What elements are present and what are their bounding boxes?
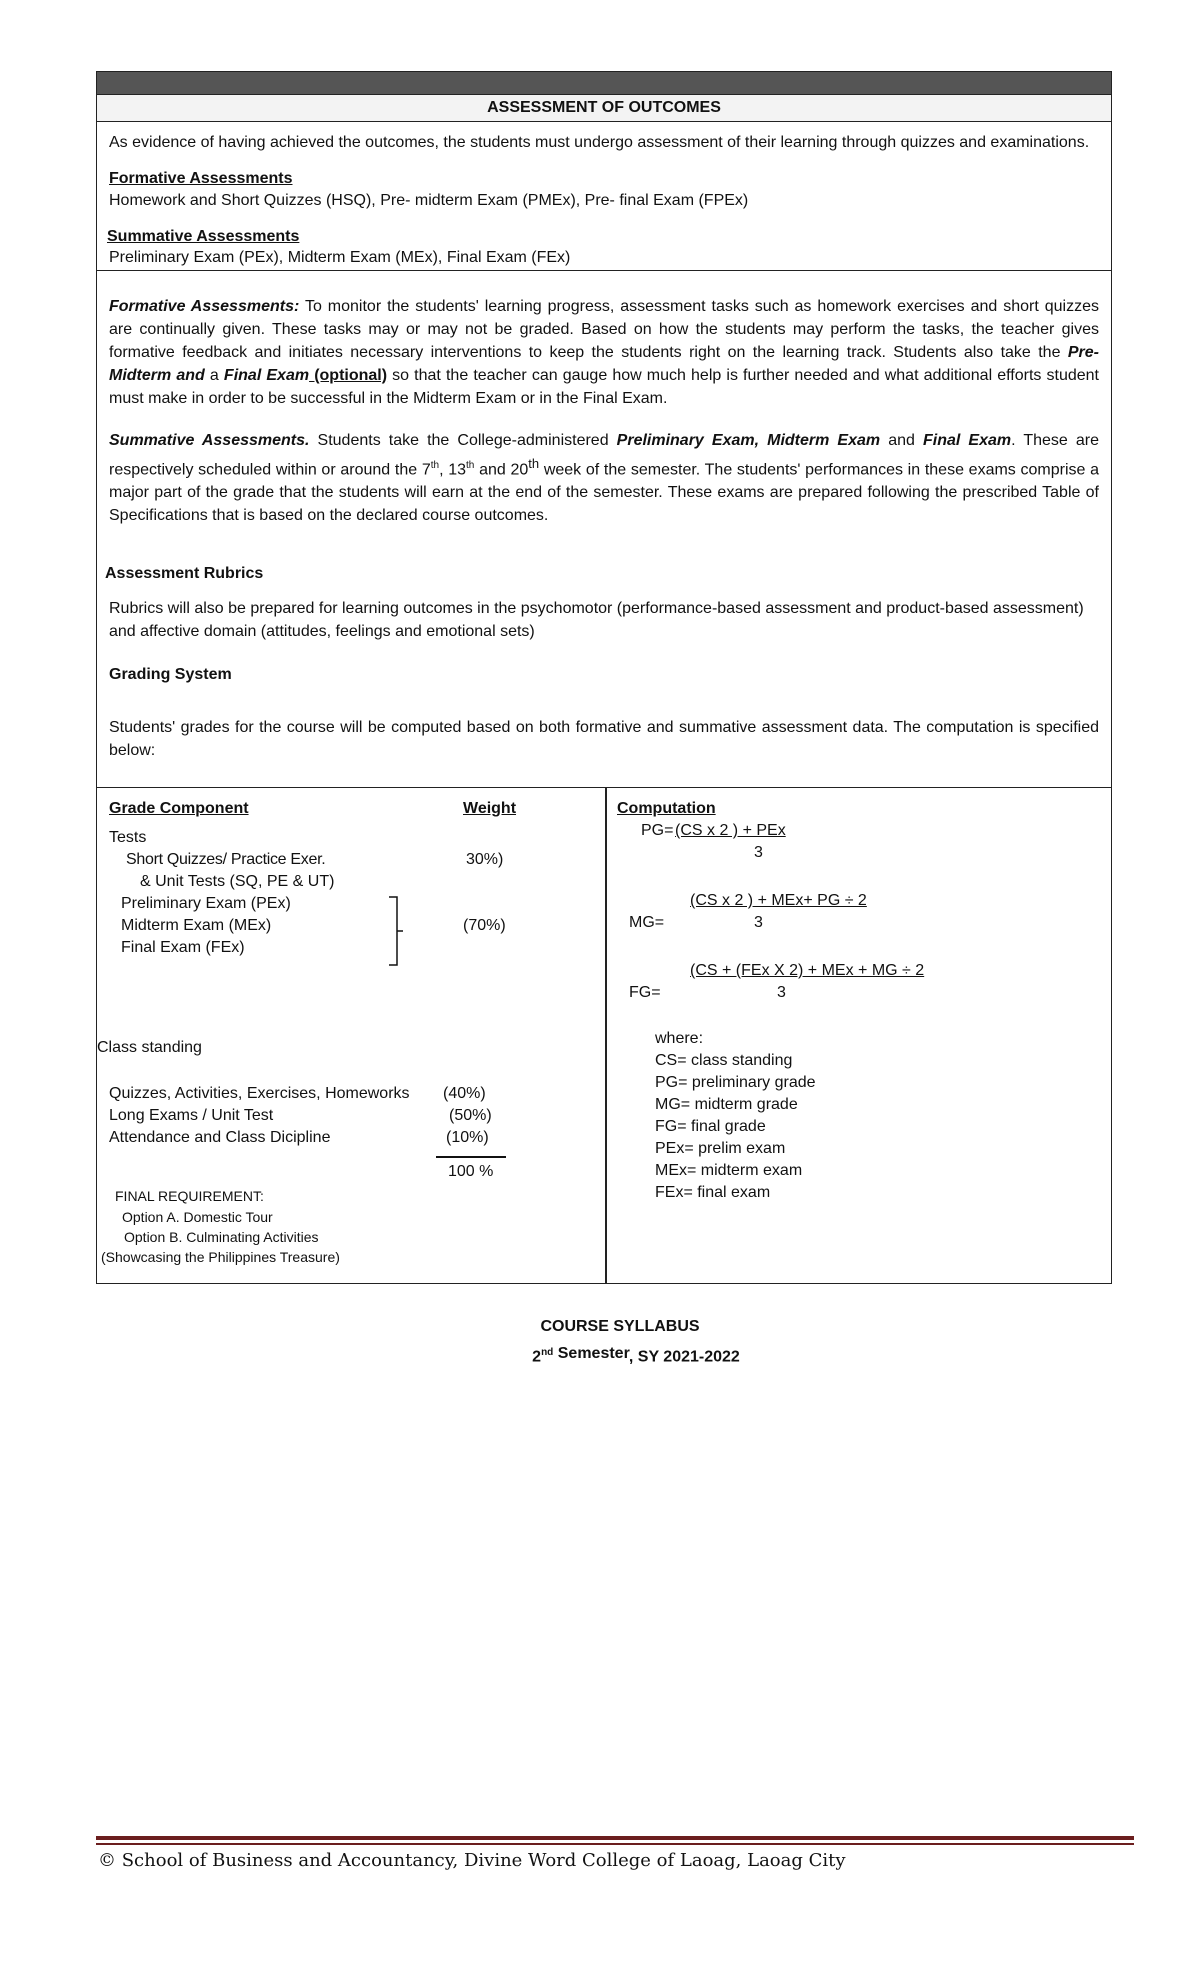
assessment-table — [96, 71, 1112, 1284]
legend-mex: MEx= midterm exam — [655, 1162, 803, 1179]
rubrics-heading: Assessment Rubrics — [105, 565, 264, 582]
mg-numerator: (CS x 2 ) + MEx+ PG ÷ 2 — [690, 892, 867, 909]
option-a: Option A. Domestic Tour — [122, 1209, 273, 1225]
total-weight: 100 % — [448, 1163, 494, 1180]
pg-denominator: 3 — [754, 844, 763, 861]
rubrics-text: Rubrics will also be prepared for learning outcomes in the psychomotor (performance-based assessment and product-based assessment) and affective domain (attitudes, feelings and emotional sets) — [109, 600, 1084, 640]
summative-text-6: week of the semester. The students' performances in these exams comprise a major part of the grade that the students will earn at the end of the semester. These exams are prepared following the prescribed Table of Specifications that is based on the declared course outcomes. — [109, 461, 1100, 525]
summative-text-4: , 13 — [439, 461, 467, 479]
course-syllabus-caption: COURSE SYLLABUS — [540, 1318, 700, 1335]
summative-paragraph — [109, 429, 1099, 527]
formative-bold-2: Final Exam — [223, 367, 310, 384]
formative-heading: Formative Assessments — [109, 170, 293, 187]
option-b: Option B. Culminating Activities — [124, 1229, 319, 1245]
mg-label: MG= — [629, 914, 665, 931]
table-title: ASSESSMENT OF OUTCOMES — [97, 95, 1111, 122]
attendance-weight: (10%) — [446, 1129, 489, 1146]
semester-caption — [36, 1347, 1200, 1366]
summative-bold-1: Preliminary Exam, Midterm Exam — [616, 432, 881, 449]
semester-word: Semester — [553, 1345, 629, 1363]
final-exam-label: Final Exam (FEx) — [121, 939, 245, 956]
quizzes-label: Quizzes, Activities, Exercises, Homeworks — [109, 1085, 410, 1102]
formative-lead: Formative Assessments: — [109, 298, 300, 315]
computation-header: Computation — [617, 800, 716, 817]
sup-th-3: th — [528, 456, 540, 471]
formative-text-1: To monitor the students' learning progress, assessment tasks such as homework exercises and short quizzes are continually given. These tasks may or may not be graded. Based on how the students may perform the tasks, the teacher gives formative feedback and initiates necessary interventions to keep the students right on the learning track. Students also take the — [109, 298, 1099, 361]
long-exams-weight: (50%) — [449, 1107, 492, 1124]
grade-component-header: Grade Component — [109, 800, 249, 817]
legend-pex: PEx= prelim exam — [655, 1140, 786, 1157]
summative-bold-2: Final Exam — [922, 432, 1012, 449]
summative-lead: Summative Assessments. — [109, 432, 310, 449]
footer-rule-thick — [96, 1836, 1134, 1840]
assessment-overview — [97, 122, 1111, 271]
sup-th-2: th — [466, 460, 475, 471]
column-divider — [605, 788, 607, 1283]
formative-bold-1: Pre-Midterm and — [109, 344, 1099, 384]
school-year: , SY 2021-2022 — [628, 1348, 740, 1366]
summative-text-1: Students take the College-administered — [309, 432, 617, 449]
midterm-exam-label: Midterm Exam (MEx) — [121, 917, 272, 934]
formative-list: Homework and Short Quizzes (HSQ), Pre- midterm Exam (PMEx), Pre- final Exam (FPEx) — [109, 192, 749, 209]
attendance-label: Attendance and Class Dicipline — [109, 1129, 331, 1146]
grading-heading: Grading System — [109, 666, 232, 683]
legend-mg: MG= midterm grade — [655, 1096, 798, 1113]
prelim-exam-label: Preliminary Exam (PEx) — [121, 895, 291, 912]
unit-tests-label: & Unit Tests (SQ, PE & UT) — [140, 873, 335, 890]
legend-fex: FEx= final exam — [655, 1184, 771, 1201]
where-label: where: — [655, 1030, 704, 1047]
short-quizzes-label: Short Quizzes/ Practice Exer. — [126, 851, 326, 868]
exam-weight: (70%) — [463, 917, 506, 934]
final-requirement-label: FINAL REQUIREMENT: — [115, 1188, 264, 1204]
sup-th-1: th — [430, 460, 440, 471]
summative-list: Preliminary Exam (PEx), Midterm Exam (MEx), Final Exam (FEx) — [109, 249, 571, 266]
pg-numerator: (CS x 2 ) + PEx — [675, 822, 786, 839]
fg-numerator: (CS + (FEx X 2) + MEx + MG ÷ 2 — [690, 962, 925, 979]
formative-bold-3: (optional) — [309, 367, 388, 384]
intro-text: As evidence of having achieved the outcomes, the students must undergo assessment of their learning through quizzes and examinations. — [109, 134, 1090, 151]
table-header-bar — [97, 72, 1111, 95]
fg-label: FG= — [629, 984, 661, 1001]
legend-pg: PG= preliminary grade — [655, 1074, 816, 1091]
formative-text-2: a — [204, 367, 224, 384]
legend-cs: CS= class standing — [655, 1052, 793, 1069]
summative-text-5: and 20 — [474, 461, 529, 479]
summative-text-3: . These are respectively scheduled within or around the 7 — [109, 432, 1099, 479]
summative-text-2: and — [880, 432, 923, 449]
footer-copyright: © School of Business and Accountancy, Divine Word College of Laoag, Laoag City — [98, 1850, 846, 1871]
short-quizzes-weight: 30%) — [466, 851, 504, 868]
semester-number: 2 — [532, 1348, 542, 1366]
total-rule — [436, 1156, 506, 1158]
semester-suffix: nd — [541, 1347, 554, 1358]
fg-denominator: 3 — [777, 984, 786, 1001]
summative-heading: Summative Assessments — [107, 228, 300, 245]
grade-components-section — [97, 788, 1111, 1283]
footer-rule-thin — [96, 1843, 1134, 1845]
quizzes-weight: (40%) — [443, 1085, 486, 1102]
formative-text-3: so that the teacher can gauge how much help is further needed and what additional efforts student must make in order to be successful in the Midterm Exam or in the Final Exam. — [109, 367, 1100, 407]
pg-label: PG= — [641, 822, 674, 839]
legend-fg: FG= final grade — [655, 1118, 766, 1135]
class-standing-label: Class standing — [97, 1039, 202, 1056]
weight-header: Weight — [463, 800, 517, 817]
formative-paragraph — [109, 295, 1099, 410]
mg-denominator: 3 — [754, 914, 763, 931]
exam-bracket-icon — [387, 895, 409, 967]
long-exams-label: Long Exams / Unit Test — [109, 1107, 274, 1124]
grading-text: Students' grades for the course will be computed based on both formative and summative assessment data. The computation is specified below: — [109, 719, 1099, 759]
tests-label: Tests — [109, 829, 147, 846]
assessment-details — [97, 271, 1111, 788]
showcase-label: (Showcasing the Philippines Treasure) — [101, 1249, 340, 1265]
